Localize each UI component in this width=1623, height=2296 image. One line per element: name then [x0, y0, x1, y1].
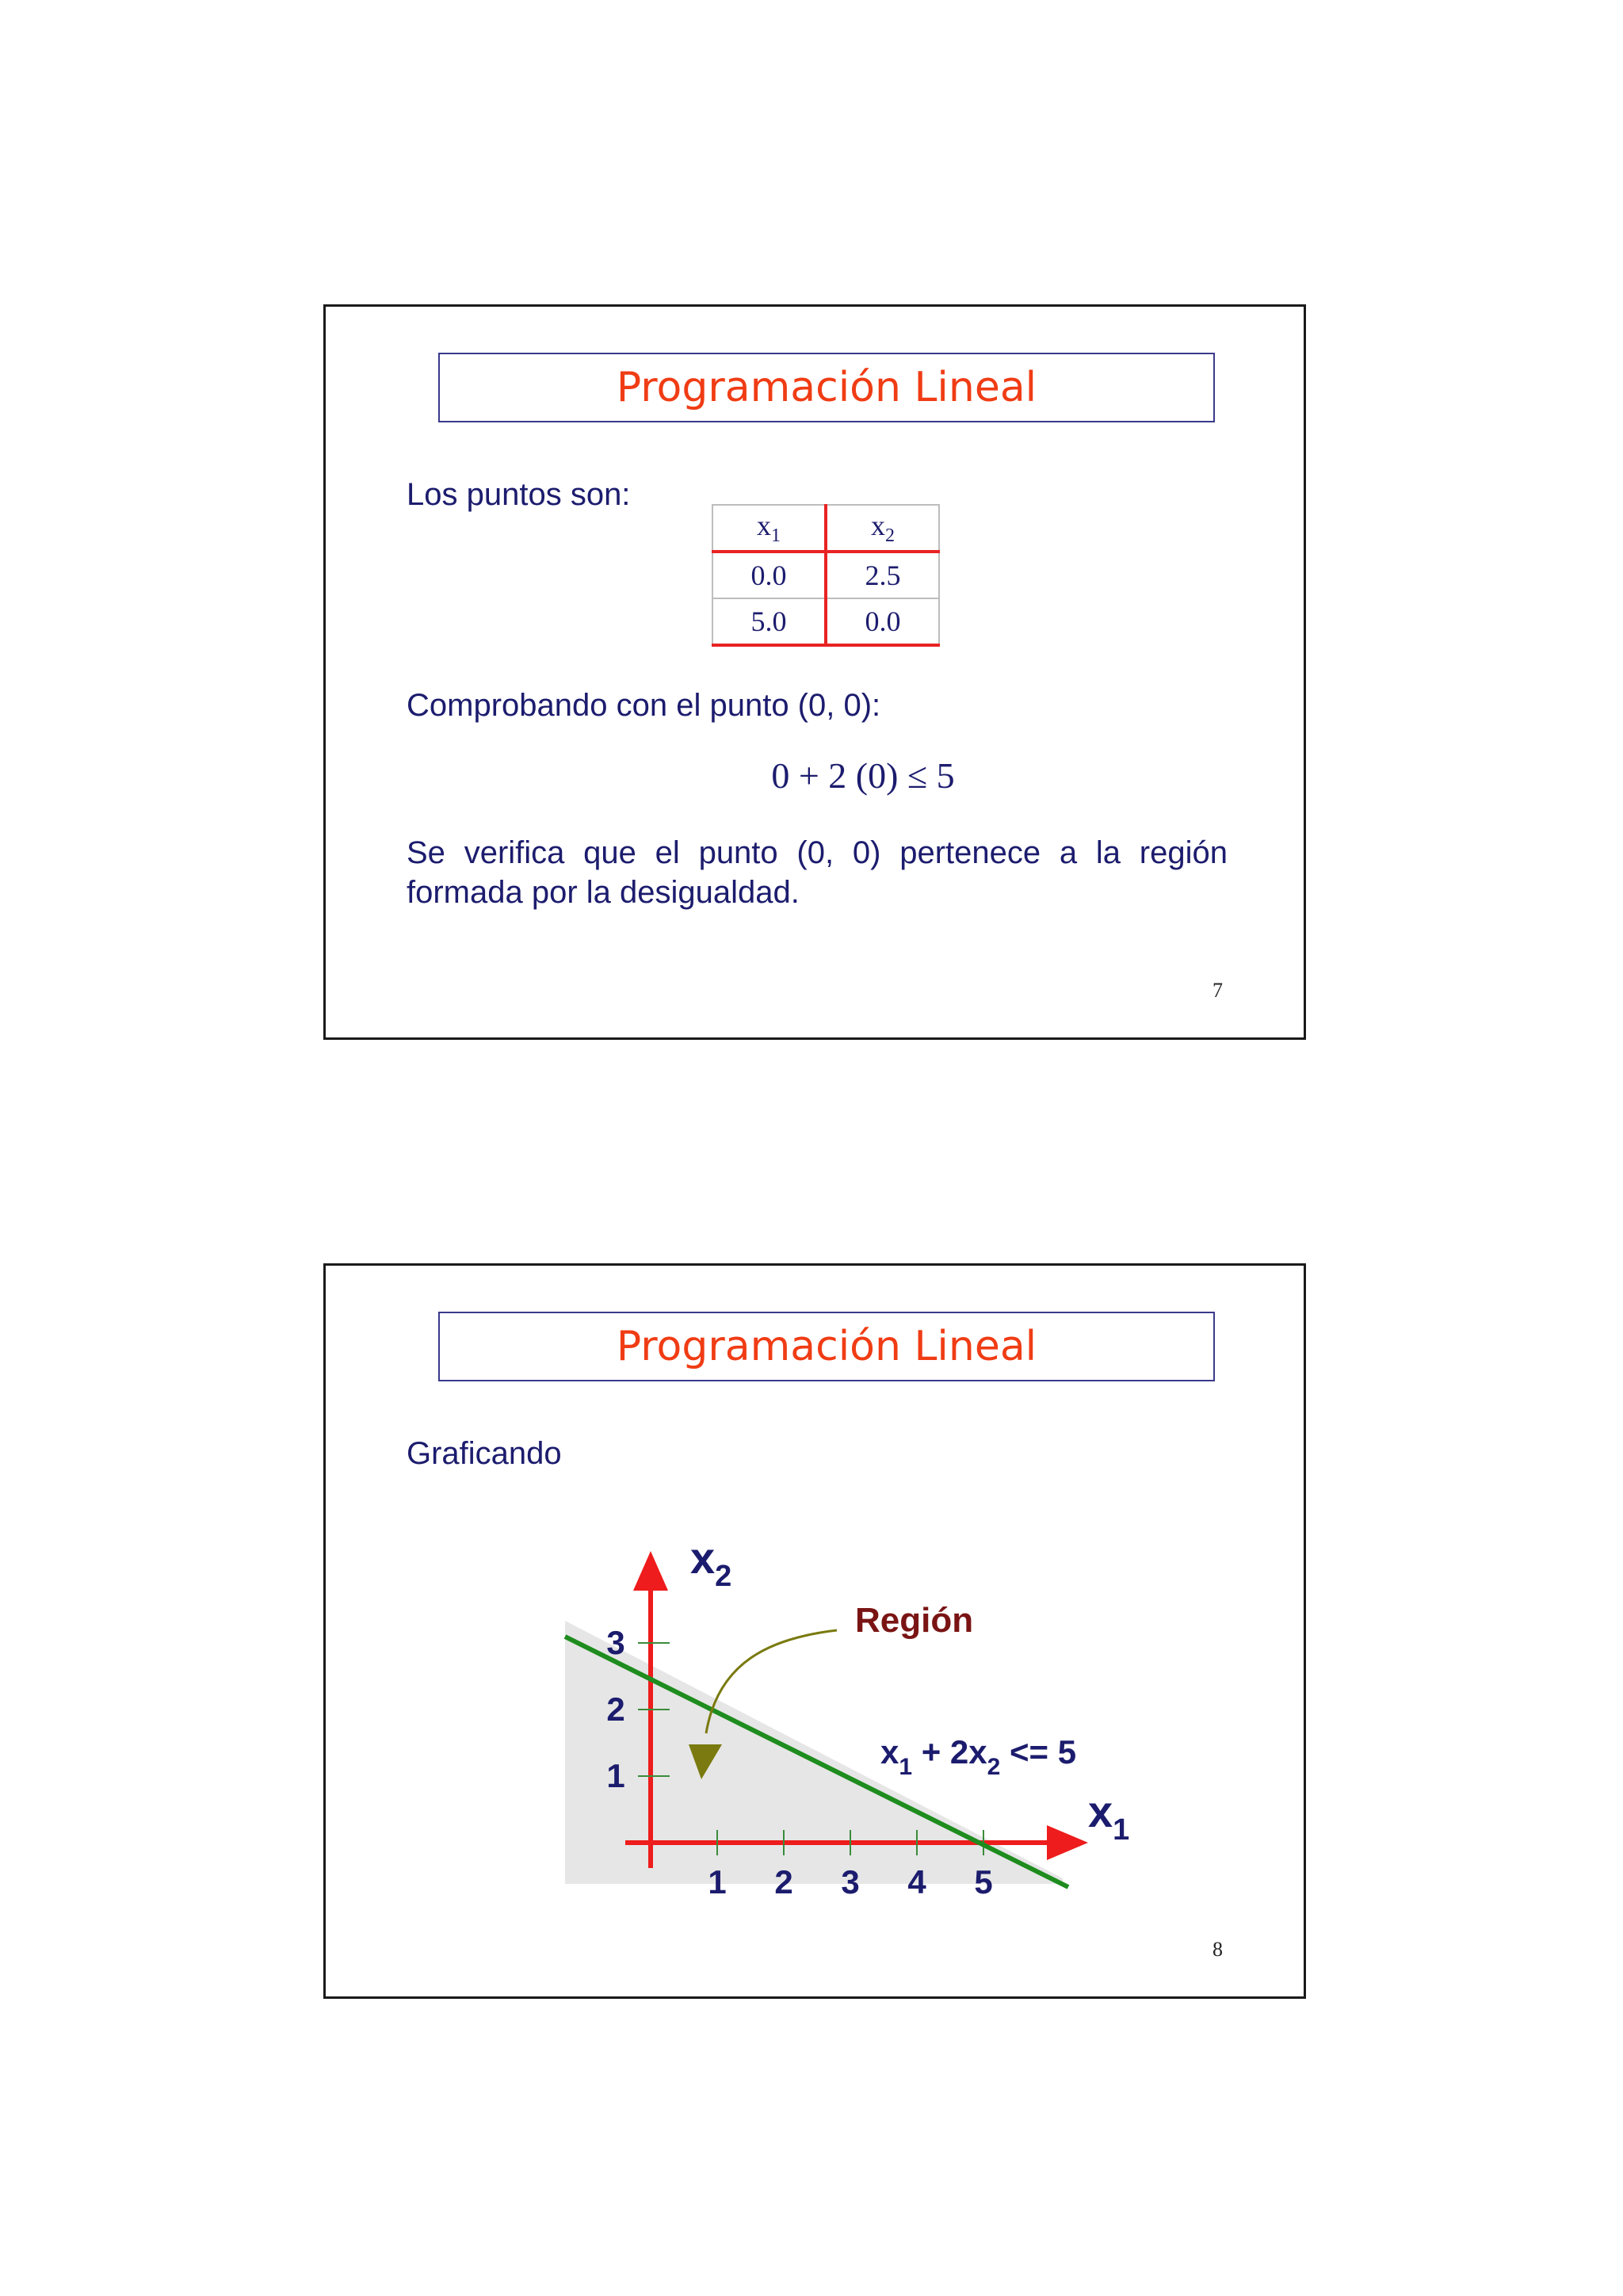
slide-title: Programación Lineal — [616, 364, 1037, 411]
region-label: Región — [855, 1601, 974, 1640]
table-cell: 2.5 — [826, 552, 939, 598]
x-axis-arrowhead — [1047, 1825, 1088, 1860]
intro-text: Los puntos son: — [407, 477, 631, 512]
conclusion-text: Se verifica que el punto (0, 0) pertenece a la región formada por la desigualdad. — [407, 835, 1228, 910]
x-tick-label: 4 — [907, 1863, 926, 1901]
inequality-formula: 0 + 2 (0) ≤ 5 — [771, 755, 955, 796]
intro-text: Graficando — [407, 1436, 562, 1471]
y-tick-label: 1 — [606, 1757, 625, 1794]
points-table — [712, 504, 940, 647]
slide-8 — [323, 1263, 1306, 1999]
header-x1: $x_1$ — [712, 505, 826, 552]
slide-7 — [323, 304, 1306, 1040]
table-cell: 0.0 — [826, 598, 939, 645]
page-number: 7 — [1212, 979, 1223, 1002]
check-text: Comprobando con el punto (0, 0): — [407, 688, 881, 723]
slide-title-box — [438, 353, 1215, 422]
page-number: 8 — [1212, 1938, 1223, 1961]
x-tick-label: 3 — [841, 1863, 860, 1901]
x-axis-label: $x_1$ — [1088, 1786, 1130, 1847]
y-axis-arrowhead — [633, 1551, 668, 1591]
y-axis-label: $x_2$ — [690, 1533, 732, 1593]
x-tick-label: 5 — [974, 1863, 993, 1901]
table-cell: 5.0 — [712, 598, 826, 645]
table-cell: 0.0 — [712, 552, 826, 598]
y-tick-label: 2 — [606, 1690, 625, 1728]
x-tick-label: 2 — [774, 1863, 793, 1901]
header-x2: $x_2$ — [826, 505, 939, 552]
y-tick-label: 3 — [606, 1624, 625, 1661]
x-tick-label: 1 — [708, 1863, 727, 1901]
slide-title: Programación Lineal — [616, 1323, 1037, 1370]
constraint-equation: $x_1 + 2x_2 <= 5$ — [880, 1733, 1077, 1780]
graph-svg — [326, 1266, 1304, 1996]
